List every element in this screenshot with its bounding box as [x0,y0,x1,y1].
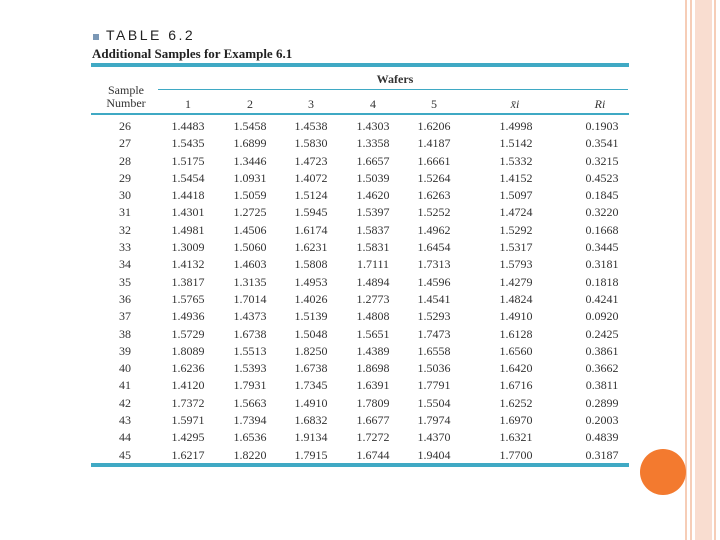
cell-sample-number: 43 [119,413,131,428]
cell-wafer-1: 1.4120 [171,378,205,393]
wafers-underline [158,89,628,90]
cell-wafer-5: 1.6206 [417,119,451,133]
cell-wafer-1: 1.7372 [171,395,205,410]
cell-range: 0.3215 [585,153,619,168]
cell-sample-number: 31 [119,205,131,220]
wafers-header: Wafers [376,72,414,86]
cell-sample-number: 42 [119,395,131,410]
table-caption: Additional Samples for Example 6.1 [92,46,293,61]
table-row [92,343,628,360]
cell-wafer-3: 1.5048 [294,326,328,341]
cell-wafer-2: 1.3446 [233,153,267,168]
cell-sample-number: 33 [119,240,131,255]
cell-xbar: 1.4279 [499,274,533,289]
cell-xbar: 1.7700 [499,447,533,462]
cell-wafer-5: 1.6558 [417,343,451,358]
cell-wafer-5: 1.9404 [417,447,451,462]
cell-wafer-3: 1.5808 [294,257,328,272]
table-row [92,239,628,256]
cell-wafer-3: 1.4723 [294,153,328,168]
cell-sample-number: 44 [119,430,131,445]
cell-sample-number: 34 [119,257,131,272]
table-row [92,447,628,464]
col-header-wafer-2: 2 [247,97,253,111]
cell-wafer-1: 1.3009 [171,240,205,255]
cell-range: 0.3181 [585,257,619,272]
cell-wafer-4: 1.5651 [356,326,390,341]
cell-wafer-3: 1.5124 [294,188,328,203]
cell-wafer-1: 1.5765 [171,291,205,306]
table-row [92,118,628,135]
cell-xbar: 1.4724 [499,205,533,220]
decor-stripe [695,0,712,540]
cell-wafer-1: 1.4981 [171,222,205,237]
decor-stripe [714,0,716,540]
cell-wafer-1: 1.6236 [171,361,205,376]
cell-xbar: 1.4152 [499,170,533,185]
sample-number-header: Sample Number [106,83,146,110]
table-top-rule [91,63,629,67]
cell-wafer-3: 1.4910 [294,395,328,410]
cell-wafer-1: 1.3817 [171,274,205,289]
cell-wafer-3: 1.4538 [294,119,328,133]
cell-range: 0.3187 [585,447,619,462]
cell-wafer-5: 1.7473 [417,326,451,341]
cell-wafer-3: 1.7345 [294,378,328,393]
cell-range: 0.1845 [585,188,619,203]
cell-sample-number: 39 [119,343,131,358]
cell-sample-number: 35 [119,274,131,289]
table-row [92,360,628,377]
col-header-wafer-3: 3 [308,97,314,111]
cell-sample-number: 41 [119,378,131,393]
cell-wafer-3: 1.5945 [294,205,328,220]
table-row [92,429,628,446]
cell-sample-number: 37 [119,309,131,324]
cell-wafer-4: 1.7111 [356,257,390,272]
cell-wafer-5: 1.7791 [417,378,451,393]
cell-wafer-5: 1.5036 [417,361,451,376]
cell-xbar: 1.5097 [499,188,533,203]
cell-wafer-2: 1.5393 [233,361,267,376]
col-header-wafer-5: 5 [431,97,437,111]
cell-xbar: 1.6560 [499,343,533,358]
table-row [92,204,628,221]
table-bottom-rule [91,463,629,467]
cell-wafer-1: 1.4301 [171,205,205,220]
cell-wafer-2: 1.5059 [233,188,267,203]
cell-range: 0.3861 [585,343,619,358]
cell-wafer-3: 1.4026 [294,291,328,306]
table-row [92,170,628,187]
cell-xbar: 1.5793 [499,257,533,272]
cell-sample-number: 36 [119,291,131,306]
cell-range: 0.0920 [585,309,619,324]
cell-wafer-4: 1.7809 [356,395,390,410]
cell-wafer-2: 1.6536 [233,430,267,445]
cell-wafer-5: 1.5293 [417,309,451,324]
cell-wafer-3: 1.5139 [294,309,328,324]
cell-wafer-2: 1.6738 [233,326,267,341]
cell-wafer-2: 1.7931 [233,378,267,393]
cell-wafer-5: 1.4541 [417,291,451,306]
cell-sample-number: 29 [119,170,131,185]
cell-wafer-1: 1.5971 [171,413,205,428]
cell-wafer-5: 1.6661 [417,153,451,168]
cell-wafer-4: 1.4808 [356,309,390,324]
cell-wafer-5: 1.5504 [417,395,451,410]
cell-wafer-3: 1.6738 [294,361,328,376]
cell-sample-number: 30 [119,188,131,203]
decor-stripe [685,0,687,540]
cell-wafer-4: 1.5831 [356,240,390,255]
table-row [92,256,628,273]
cell-wafer-1: 1.5454 [171,170,205,185]
cell-wafer-3: 1.4953 [294,274,328,289]
cell-wafer-4: 1.4894 [356,274,390,289]
cell-wafer-1: 1.4132 [171,257,205,272]
cell-wafer-5: 1.4187 [417,136,451,151]
cell-wafer-5: 1.7974 [417,413,451,428]
cell-wafer-5: 1.5264 [417,170,451,185]
cell-wafer-1: 1.8089 [171,343,205,358]
cell-wafer-2: 1.7394 [233,413,267,428]
cell-sample-number: 45 [119,447,131,462]
table-row [92,308,628,325]
cell-wafer-2: 1.0931 [233,170,267,185]
cell-wafer-3: 1.8250 [294,343,328,358]
cell-wafer-2: 1.2725 [233,205,267,220]
cell-wafer-4: 1.6744 [356,447,390,462]
cell-range: 0.1668 [585,222,619,237]
table-row [92,135,628,152]
cell-wafer-5: 1.6263 [417,188,451,203]
cell-wafer-2: 1.5513 [233,343,267,358]
table-row [92,326,628,343]
table-row [92,395,628,412]
cell-xbar: 1.6420 [499,361,533,376]
cell-wafer-2: 1.4506 [233,222,267,237]
cell-wafer-4: 1.4389 [356,343,390,358]
cell-range: 0.1903 [585,119,619,133]
cell-range: 0.2003 [585,413,619,428]
cell-wafer-1: 1.5729 [171,326,205,341]
table-row [92,291,628,308]
cell-range: 0.4241 [585,291,619,306]
cell-wafer-4: 1.3358 [356,136,390,151]
cell-xbar: 1.4998 [499,119,533,133]
cell-xbar: 1.6128 [499,326,533,341]
cell-xbar: 1.6716 [499,378,533,393]
cell-sample-number: 27 [119,136,131,151]
table-row [92,377,628,394]
cell-wafer-2: 1.5060 [233,240,267,255]
col-header-xbar: x̄i [510,97,520,111]
table-row [92,274,628,291]
cell-wafer-4: 1.7272 [356,430,390,445]
cell-range: 0.3811 [585,378,619,393]
cell-wafer-4: 1.5837 [356,222,390,237]
cell-range: 0.3220 [585,205,619,220]
cell-wafer-2: 1.4373 [233,309,267,324]
cell-wafer-1: 1.5175 [171,153,205,168]
cell-wafer-2: 1.5458 [233,119,267,133]
header-rule [91,113,629,115]
cell-xbar: 1.6252 [499,395,533,410]
cell-wafer-3: 1.7915 [294,447,328,462]
cell-wafer-1: 1.4483 [171,119,205,133]
cell-range: 0.3541 [585,136,619,151]
cell-wafer-1: 1.4936 [171,309,205,324]
cell-wafer-2: 1.7014 [233,291,267,306]
cell-wafer-4: 1.6391 [356,378,390,393]
cell-wafer-3: 1.6231 [294,240,328,255]
cell-wafer-4: 1.4620 [356,188,390,203]
cell-wafer-2: 1.8220 [233,447,267,462]
cell-range: 0.3445 [585,240,619,255]
cell-range: 0.2899 [585,395,619,410]
cell-wafer-5: 1.6454 [417,240,451,255]
cell-range: 0.2425 [585,326,619,341]
decor-circle [640,449,686,495]
cell-xbar: 1.4824 [499,291,533,306]
cell-wafer-2: 1.6899 [233,136,267,151]
cell-wafer-3: 1.6174 [294,222,328,237]
cell-xbar: 1.5292 [499,222,533,237]
cell-sample-number: 28 [119,153,131,168]
cell-wafer-4: 1.4303 [356,119,390,133]
col-header-wafer-1: 1 [185,97,191,111]
cell-wafer-4: 1.2773 [356,291,390,306]
col-header-range: Ri [594,97,606,111]
cell-wafer-5: 1.4962 [417,222,451,237]
cell-xbar: 1.4910 [499,309,533,324]
cell-xbar: 1.5317 [499,240,533,255]
cell-wafer-5: 1.7313 [417,257,451,272]
cell-xbar: 1.6970 [499,413,533,428]
cell-xbar: 1.5332 [499,153,533,168]
cell-wafer-2: 1.3135 [233,274,267,289]
cell-wafer-1: 1.6217 [171,447,205,462]
cell-wafer-4: 1.6657 [356,153,390,168]
bullet-icon [93,34,99,40]
cell-wafer-4: 1.8698 [356,361,390,376]
decor-stripe [690,0,692,540]
cell-range: 0.1818 [585,274,619,289]
cell-xbar: 1.6321 [499,430,533,445]
cell-wafer-3: 1.4072 [294,170,328,185]
cell-sample-number: 26 [119,119,131,133]
table-label: TABLE 6.2 [106,27,196,43]
cell-sample-number: 32 [119,222,131,237]
cell-xbar: 1.5142 [499,136,533,151]
table-row [92,412,628,429]
cell-wafer-3: 1.9134 [294,430,328,445]
cell-wafer-5: 1.4370 [417,430,451,445]
cell-sample-number: 38 [119,326,131,341]
cell-range: 0.4839 [585,430,619,445]
cell-wafer-3: 1.6832 [294,413,328,428]
table-row [92,222,628,239]
cell-wafer-1: 1.4295 [171,430,205,445]
cell-sample-number: 40 [119,361,131,376]
cell-wafer-2: 1.5663 [233,395,267,410]
cell-wafer-3: 1.5830 [294,136,328,151]
table-body [92,118,628,464]
cell-wafer-5: 1.4596 [417,274,451,289]
cell-range: 0.4523 [585,170,619,185]
cell-wafer-4: 1.6677 [356,413,390,428]
cell-wafer-1: 1.4418 [171,188,205,203]
cell-range: 0.3662 [585,361,619,376]
cell-wafer-5: 1.5252 [417,205,451,220]
cell-wafer-4: 1.5397 [356,205,390,220]
table-row [92,187,628,204]
cell-wafer-1: 1.5435 [171,136,205,151]
col-header-wafer-4: 4 [370,97,376,111]
cell-wafer-4: 1.5039 [356,170,390,185]
cell-wafer-2: 1.4603 [233,257,267,272]
table-row [92,153,628,170]
